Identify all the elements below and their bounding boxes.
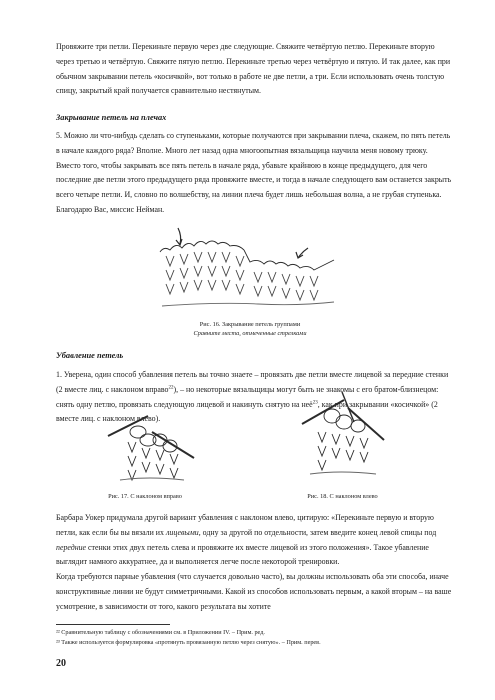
decreases-paragraph-2-part-c: стенки этих двух петель слева и провяжите их вместе лицевой из этого положения». Такое убавление выглядит намного аккуратнее, да и выполняется легче после некоторой тренировки. bbox=[56, 542, 429, 567]
figure-16-subcaption: Сравните места, отмеченные стрелками bbox=[193, 330, 307, 337]
intro-paragraph: Провяжите три петли. Перекиньте первую через две следующие. Свяжите четвёртую петлю. Перекиньте вторую через третью и четвёртую. Свяжите пятую петлю. Перекиньте третью через четвёртую и пятую. И так далее, как при обычном закрывании петель «косичкой», вот только в работе не две петли, а три. Если использовать очень толстую спицу, закрытый край получается сравнительно нестянутым. bbox=[56, 42, 451, 96]
page-number: 20 bbox=[56, 658, 66, 669]
decreases-paragraph-2-part-b: , одну за другой по отдельности, затем введите конец левой спицы под bbox=[198, 527, 437, 537]
footnote-separator bbox=[56, 624, 170, 625]
figure-17-caption: Рис. 17. С наклоном вправо bbox=[108, 493, 182, 500]
decreases-paragraph-2 bbox=[56, 511, 452, 570]
figure-18-caption: Рис. 18. С наклоном влево bbox=[307, 493, 378, 500]
emphasis-front: передние bbox=[56, 542, 87, 552]
figure-17-illustration bbox=[108, 410, 194, 484]
footnote-23: ²³ Также используется формулировка «протянуть провязанную петлю через снятую». – Прим. перев. bbox=[56, 639, 321, 646]
decreases-paragraph-3: Когда требуются парные убавления (что случается довольно часто), вы должны использовать оба эти способа, иначе конструктивные линии не будут симметричными. Какой из способов использовать первым, а какой вторым – на ваше усмотрение, в зависимости от того, какого результата вы хотите bbox=[56, 572, 452, 611]
figure-16-illustration bbox=[158, 222, 338, 312]
ssk-left-drawing bbox=[296, 388, 388, 478]
figure-16-caption: Рис. 16. Закрывание петель группами bbox=[199, 321, 301, 328]
decreases-paragraph-1-part-b: ), – но некоторые вязальщицы могут быть не знакомы с его братом-близнецом: снять одну петлю, провязать следующую лицевой и накинуть снятую на неё bbox=[56, 384, 439, 409]
decreases-paragraph-1-part-a: 1. Уверена, один способ убавления петель вы точно знаете – провязать две петли вместе лицевой за передние стенки (2 вместе лиц. с наклоном вправо bbox=[56, 370, 449, 394]
section-heading-shoulders: Закрывание петель на плечах bbox=[56, 113, 167, 122]
decreases-paragraph-1-part-c: , как при закрывании «косичкой» (2 вместе лиц. с наклоном влево). bbox=[56, 399, 438, 424]
footnote-22: ²² Сравнительную таблицу с обозначениями см. в Приложении IV. – Прим. ред. bbox=[56, 629, 265, 636]
bind-off-steps-drawing bbox=[158, 222, 338, 312]
shoulders-paragraph: 5. Можно ли что-нибудь сделать со ступеньками, которые получаются при закрывании плеча, скажем, по пять петель в начале каждого ряда? Вполне. Много лет назад одна многоопытная вязальщица научила меня новому трюку. Вместо того, чтобы закрывать все пять петель в начале ряда, убавьте крайнюю в конце предыдущего, для чего последние две петли этого предыдущего ряда провяжите вместе, и тогда в начале следующего вам останется закрыть всего четыре петли. И, словно по волшебству, на линии плеча будет лишь небольшая волна, а не грубая ступенька. Благодарю Вас, миссис Нейман. bbox=[56, 131, 452, 214]
section-heading-decreases: Убавление петель bbox=[56, 351, 124, 360]
footnote-ref-23: 23 bbox=[312, 399, 318, 405]
k2tog-right-drawing bbox=[108, 410, 194, 484]
decreases-paragraph-2-part-a: Барбара Уокер придумала другой вариант убавления с наклоном влево, цитирую: «Перекиньте первую и вторую петли, как если бы вы вязали их bbox=[56, 513, 434, 537]
footnote-ref-22: 22 bbox=[168, 385, 174, 391]
figure-18-illustration bbox=[296, 388, 388, 478]
emphasis-knitwise: лицевыми bbox=[165, 527, 199, 537]
